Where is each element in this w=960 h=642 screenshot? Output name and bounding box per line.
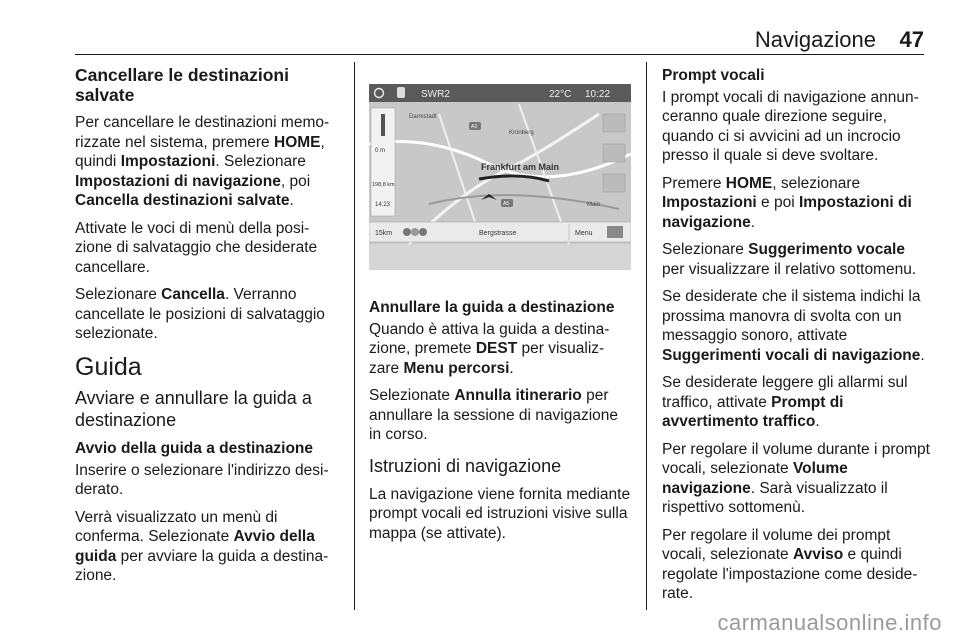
traffic-icon	[403, 228, 411, 236]
page-header	[0, 0, 960, 50]
map-label: Kronberg	[509, 130, 534, 136]
heading-start-guidance: Avvio della guida a destinazione	[75, 440, 314, 457]
paragraph: Per regolare il volume durante i prompt vocali, selezionate Volume navigazione. Sarà visualizzato il rispettivo sottomenù.	[662, 440, 930, 516]
navigation-screen-image	[369, 84, 631, 270]
column-divider-2	[646, 62, 647, 610]
header-rule	[75, 54, 924, 55]
paragraph: Quando è attiva la guida a destina-zione, premete DEST per visualiz-zare Menu percorsi.	[369, 320, 610, 377]
paragraph: Se desiderate che il sistema indichi la prossima manovra di svolta con un messaggio sonoro, attivate Suggerimenti vocali di navigazione.	[662, 288, 925, 364]
column-2	[369, 84, 633, 551]
current-street: Bergstrasse	[479, 230, 517, 237]
paragraph: Attivate le voci di menù della posi-zione di salvataggio che desiderate cancellare.	[75, 219, 318, 276]
heading-cancel-destinations: Cancellare le destinazioni salvate	[75, 65, 289, 105]
temperature: 22°C	[549, 89, 572, 100]
heading-voice-prompts: Prompt vocali	[662, 67, 765, 84]
watermark: carmanualsonline.info	[717, 610, 942, 635]
map-label: Main	[587, 202, 601, 208]
paragraph: Selezionare Suggerimento vocale per visualizzare il relativo sottomenu.	[662, 241, 917, 278]
paragraph: La navigazione viene fornita mediante prompt vocali ed istruzioni visive sulla mappa (se attivate).	[369, 485, 631, 542]
column-divider-1	[354, 62, 355, 610]
map-label-city: Frankfurt am Main	[481, 162, 560, 172]
column-3	[662, 66, 930, 612]
heading-start-cancel-guidance: Avviare e annullare la guida a destinazione	[75, 388, 312, 430]
map-view-icon	[607, 226, 623, 238]
section-title-guida: Guida	[75, 352, 142, 381]
clock: 10:22	[585, 89, 611, 100]
paragraph: Selezionare Cancella. Verranno cancellate le posizioni di salvataggio selezionate.	[75, 286, 325, 342]
road-label: A5	[503, 201, 510, 207]
page-number: 47	[899, 27, 924, 52]
menu-button-label: Menu	[575, 230, 593, 237]
paragraph: Per cancellare le destinazioni memo-rizzate nel sistema, premere HOME, quindi Impostazioni. Selezionare Impostazioni di navigazione, poi Cancella destinazioni salvate.	[75, 114, 330, 209]
page-title: Navigazione	[754, 27, 876, 52]
map-label: Darmstadt	[409, 114, 437, 120]
paragraph: Verrà visualizzato un menù di conferma. Selezionate Avvio della guida per avviare la guida a destina-zione.	[75, 508, 329, 584]
paragraph: Se desiderate leggere gli allarmi sul traffico, attivate Prompt di avvertimento traffico.	[662, 374, 908, 430]
map-scale: 15km	[375, 230, 393, 237]
paragraph: Premere HOME, selezionare Impostazioni e poi Impostazioni di navigazione.	[662, 174, 912, 231]
distance-total: 198,8 km	[372, 182, 395, 188]
column-1	[75, 66, 343, 594]
paragraph: I prompt vocali di navigazione annun-ceranno quale direzione seguire, quando ci si avvicini ad un incrocio presso il quale si deve svoltare.	[662, 88, 919, 164]
heading-cancel-guidance: Annullare la guida a destinazione	[369, 299, 615, 316]
turn-arrow-icon	[381, 114, 385, 136]
heading-nav-instructions: Istruzioni di navigazione	[369, 455, 562, 476]
paragraph: Per regolare il volume dei prompt vocali, selezionate Avviso e quindi regolate l'impostazione come deside-rate.	[662, 526, 918, 602]
distance-next: 0 m	[375, 148, 386, 154]
road-label: A3	[471, 124, 478, 130]
person-icon	[397, 87, 405, 98]
eta: 14:23	[375, 202, 391, 208]
paragraph: Selezionate Annulla itinerario per annullare la sessione di navigazione in corso.	[369, 387, 619, 443]
radio-station: SWR2	[421, 89, 450, 100]
paragraph: Inserire o selezionare l'indirizzo desi-derato.	[75, 461, 329, 498]
